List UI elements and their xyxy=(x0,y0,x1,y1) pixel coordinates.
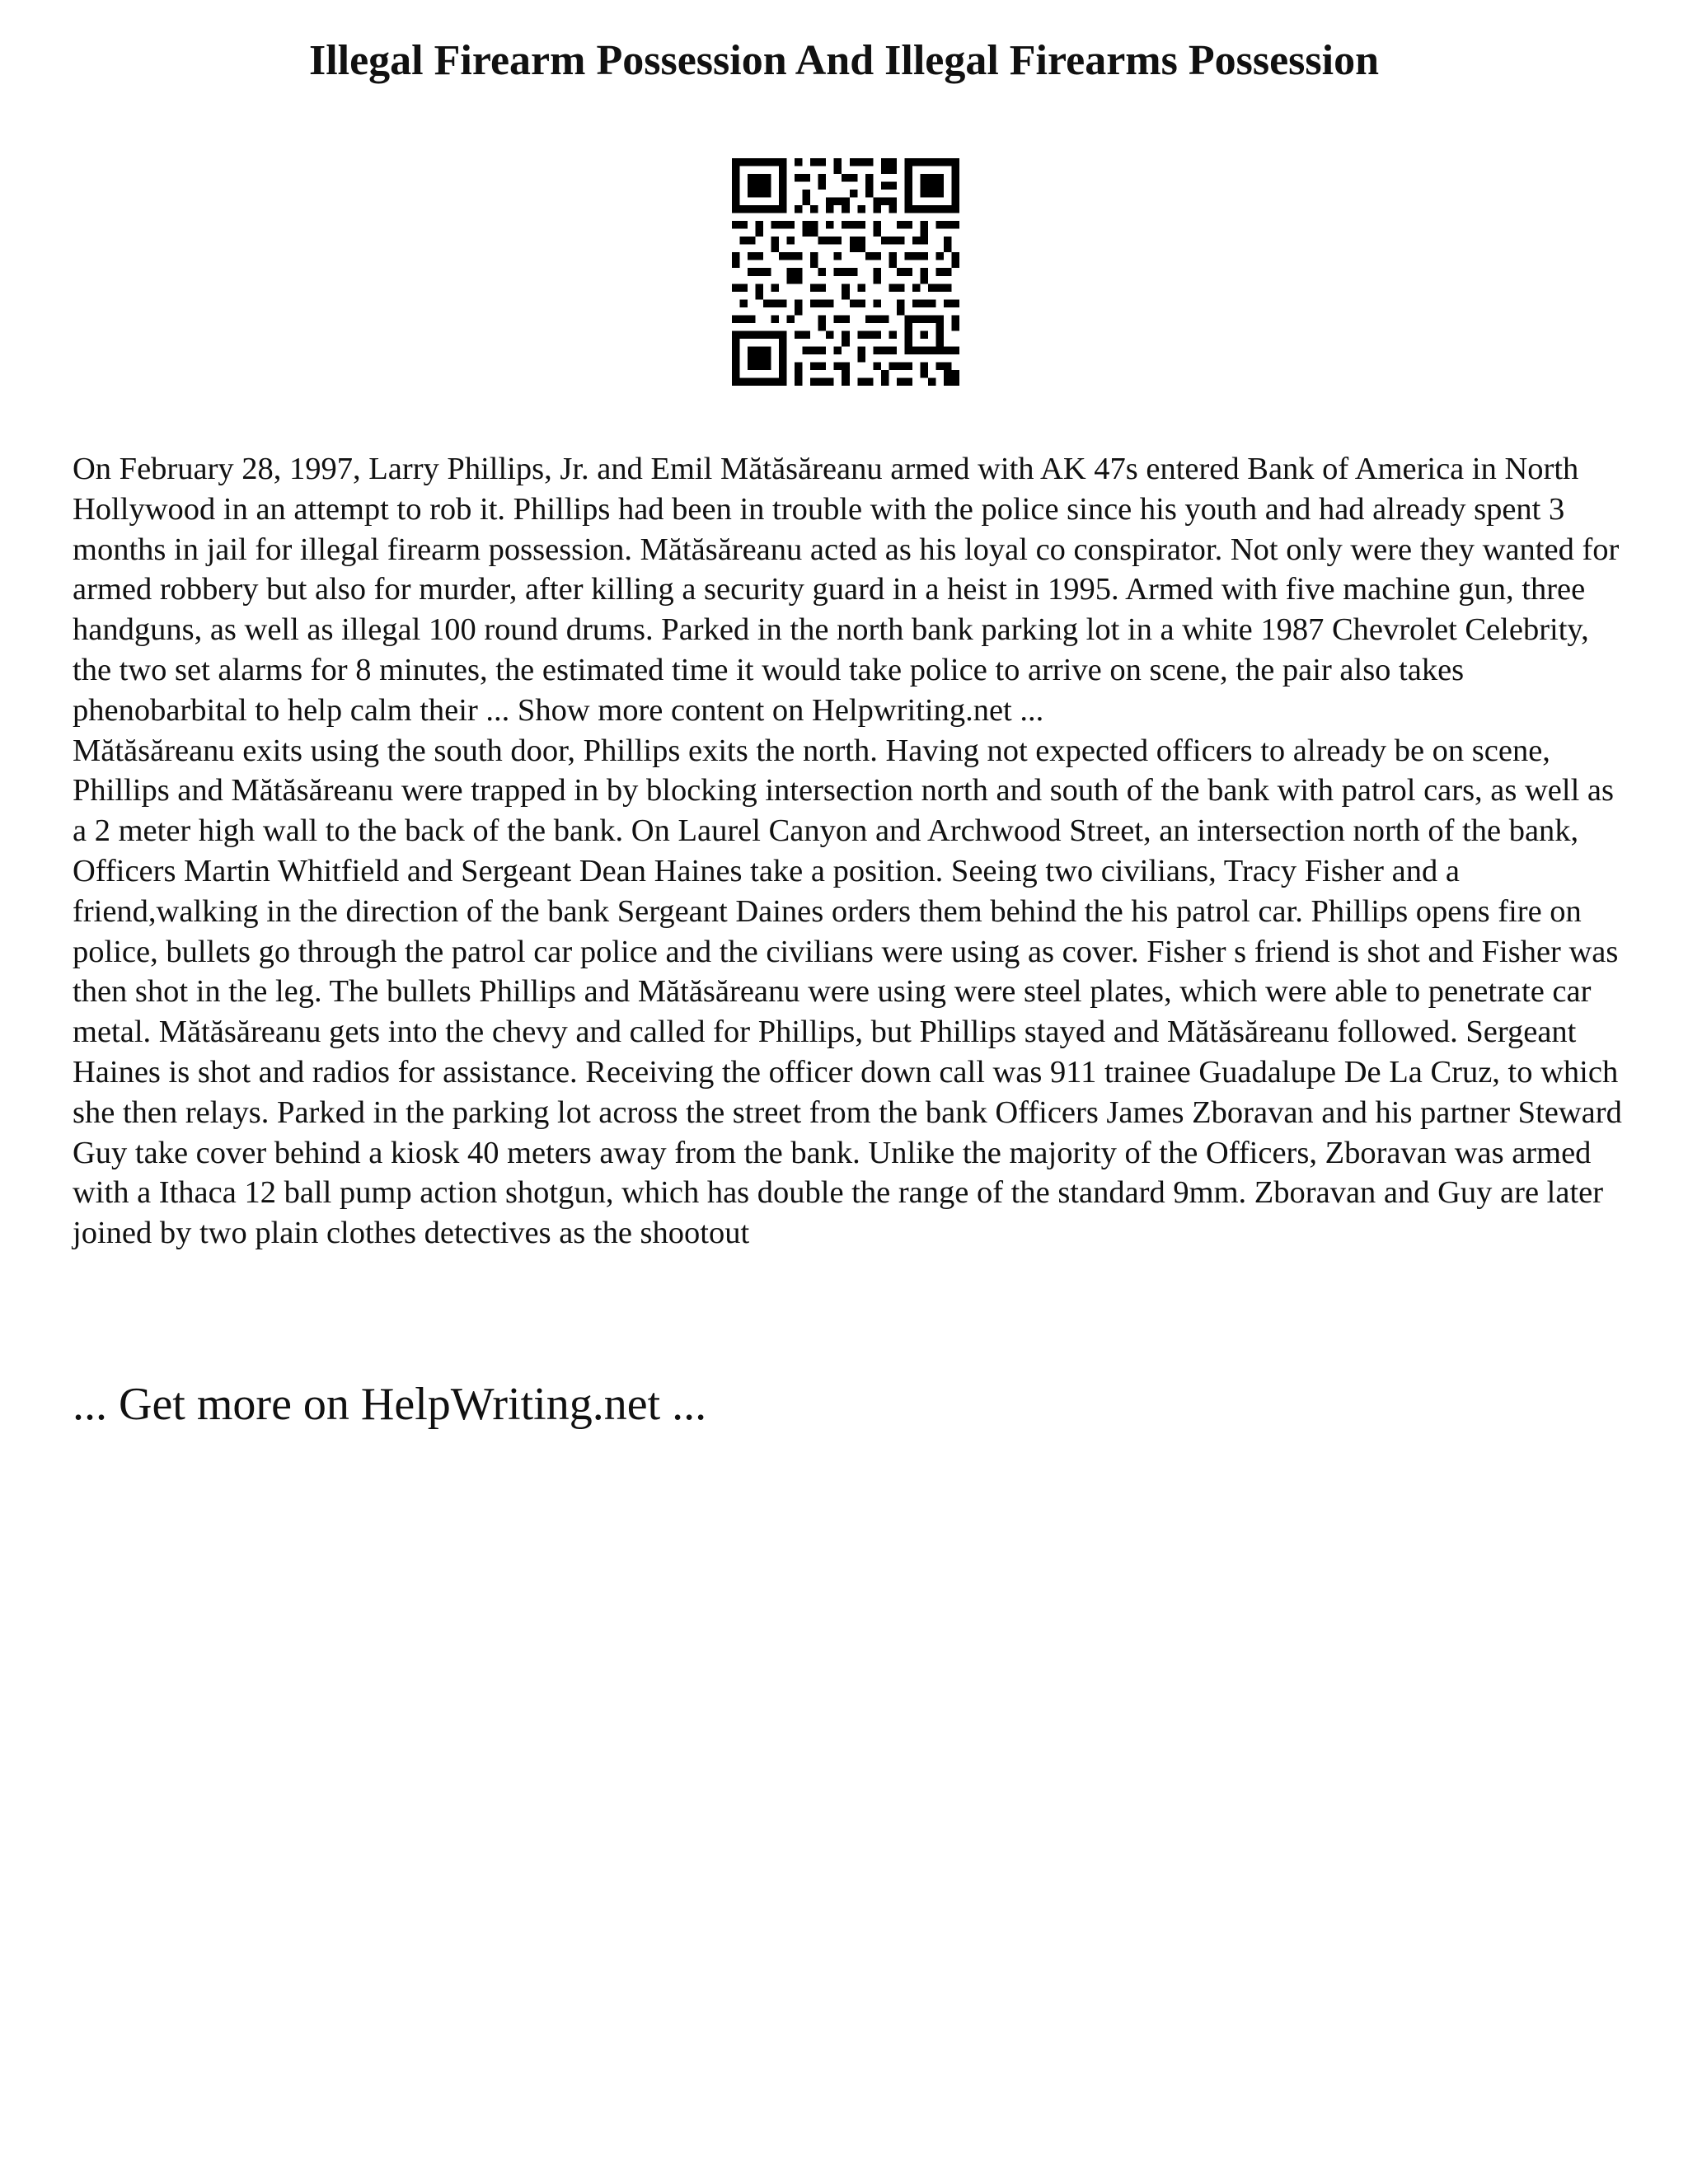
article-body xyxy=(73,449,1630,1254)
page-title: Illegal Firearm Possession And Illegal Firearms Possession xyxy=(308,37,1380,84)
qr-code-icon xyxy=(732,158,959,386)
article-paragraph: Mătăsăreanu exits using the south door, Phillips exits the north. Having not expected officers to already be on scene, Phillips and Mătăsăreanu were trapped in by blocking intersection north and south of the bank with patrol cars, as well as a 2 meter high wall to the back of the bank. On Laurel Canyon and Archwood Street, an intersection north of the bank, Officers Martin Whitfield and Sergeant Dean Haines take a position. Seeing two civilians, Tracy Fisher and a friend,walking in the direction of the bank Sergeant Daines orders them behind the his patrol car. Phillips opens fire on police, bullets go through the patrol car police and the civilians were using as cover. Fisher s friend is shot and Fisher was then shot in the leg. The bullets Phillips and Mătăsăreanu were using were steel plates, which were able to penetrate car metal. Mătăsăreanu gets into the chevy and called for Phillips, but Phillips stayed and Mătăsăreanu followed. Sergeant Haines is shot and radios for assistance. Receiving the officer down call was 911 trainee Guadalupe De La Cruz, to which she then relays. Parked in the parking lot across the street from the bank Officers James Zboravan and his partner Steward Guy take cover behind a kiosk 40 meters away from the bank. Unlike the majority of the Officers, Zboravan was armed with a Ithaca 12 ball pump action shotgun, which has double the range of the standard 9mm. Zboravan and Guy are later joined by two plain clothes detectives as the shootout xyxy=(73,733,1622,1251)
article-paragraph: On February 28, 1997, Larry Phillips, Jr. and Emil Mătăsăreanu armed with AK 47s entered Bank of America in North Hollywood in an attempt to rob it. Phillips had been in trouble with the police since his youth and had already spent 3 months in jail for illegal firearm possession. Mătăsăreanu acted as his loyal co conspirator. Not only were they wanted for armed robbery but also for murder, after killing a security guard in a heist in 1995. Armed with five machine gun, three handguns, as well as illegal 100 round drums. Parked in the north bank parking lot in a white 1987 Chevrolet Celebrity, the two set alarms for 8 minutes, the estimated time it would take police to arrive on scene, the pair also takes phenobarbital to help calm their ... Show more content on Helpwriting.net ... xyxy=(73,452,1620,728)
get-more-link[interactable]: ... Get more on HelpWriting.net ... xyxy=(73,1379,707,1430)
